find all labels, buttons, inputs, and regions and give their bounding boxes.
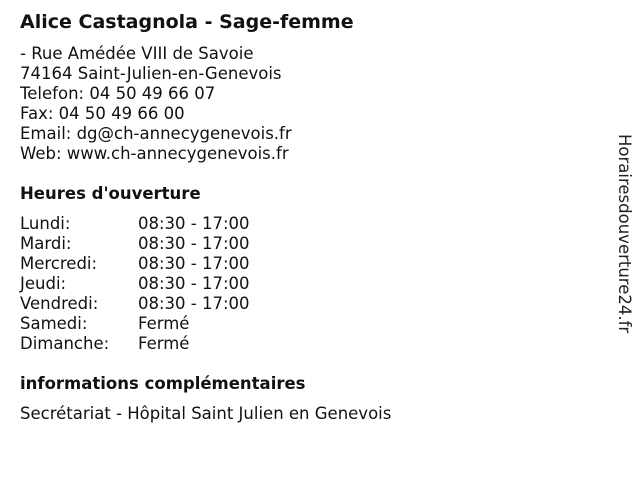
time-value: 08:30 - 17:00 (138, 254, 250, 273)
opening-hours-table (20, 214, 280, 354)
day-label: Dimanche: (20, 334, 110, 353)
hours-row-mercredi (20, 254, 280, 274)
time-value: 08:30 - 17:00 (138, 234, 250, 253)
website: Web: www.ch-annecygenevois.fr (20, 144, 289, 163)
hours-row-mardi (20, 234, 280, 254)
day-label: Mardi: (20, 234, 72, 253)
day-label: Jeudi: (20, 274, 67, 293)
opening-hours-heading: Heures d'ouverture (20, 184, 201, 203)
day-label: Lundi: (20, 214, 71, 233)
page-title: Alice Castagnola - Sage-femme (20, 11, 354, 33)
time-value: Fermé (138, 334, 190, 353)
time-value: 08:30 - 17:00 (138, 294, 250, 313)
phone-number: Telefon: 04 50 49 66 07 (20, 84, 216, 103)
email-address: Email: dg@ch-annecygenevois.fr (20, 124, 292, 143)
hours-row-lundi (20, 214, 280, 234)
day-label: Mercredi: (20, 254, 98, 273)
time-value: 08:30 - 17:00 (138, 274, 250, 293)
day-label: Samedi: (20, 314, 88, 333)
hours-row-jeudi (20, 274, 280, 294)
time-value: Fermé (138, 314, 190, 333)
hours-row-dimanche (20, 334, 280, 354)
hours-row-vendredi (20, 294, 280, 314)
day-label: Vendredi: (20, 294, 99, 313)
city-address: 74164 Saint-Julien-en-Genevois (20, 64, 282, 83)
additional-info-text: Secrétariat - Hôpital Saint Julien en Genevois (20, 404, 392, 423)
street-address: - Rue Amédée VIII de Savoie (20, 44, 254, 63)
time-value: 08:30 - 17:00 (138, 214, 250, 233)
fax-number: Fax: 04 50 49 66 00 (20, 104, 185, 123)
watermark-text: Horairesdouverture24.fr (615, 134, 634, 334)
contact-block (20, 44, 292, 164)
hours-row-samedi (20, 314, 280, 334)
watermark (612, 134, 636, 370)
additional-info-heading: informations complémentaires (20, 374, 306, 393)
